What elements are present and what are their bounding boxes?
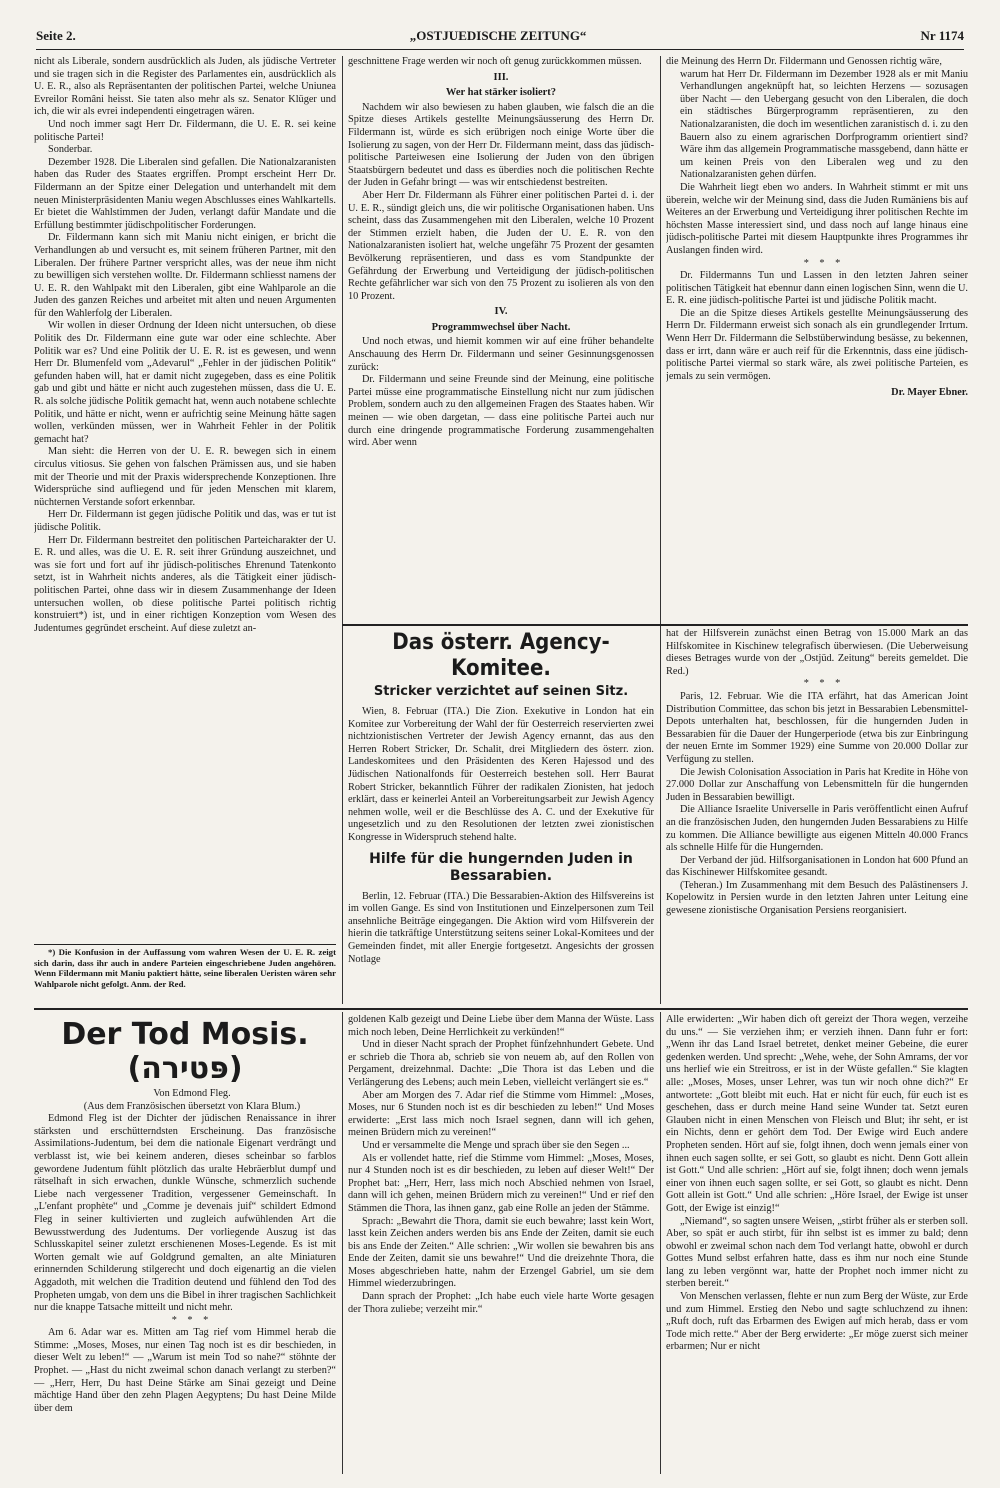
paragraph: Die an die Spitze dieses Artikels gestellte Meinungsäusserung des Herrn Dr. Fildermann erweist sich sonach als ein grundlegender Irrtum. Wenn Herr Dr. Fildermann die Selbstüberwindung besässe, zu bekennen, dass er irrt, dann wäre er auch reif für die Erkenntnis, dass eine jüdisch-politische Partei viermal so stark wäre, als zwei politische Parteien, es jemals zu sein vermögen.: [666, 307, 968, 382]
paragraph: Die Jewish Colonisation Association in Paris hat Kredite in Höhe von 27.000 Dollar zur Anschaffung von Lebensmitteln für die hungernden Juden in Bessarabien bewilligt.: [666, 766, 968, 803]
paragraph: hat der Hilfsverein zunächst einen Betrag von 15.000 Mark an das Hilfskomitee in Kischinew telegrafisch überwiesen. (Die Ueberweisung dieses Betrages wurde von der „Ostjüd. Zeitung“ bereits gemeldet. Die Red.): [666, 628, 968, 677]
paragraph: Von Menschen verlassen, flehte er nun zum Berg der Wüste, zur Erde und zum Himmel. Erstieg den Nebo und sagte schluchzend zu ihnen: „Ruft doch, ruft das Erbarmen des Ewigen auf mich herab, dass er vom Tode mich rette.“ Aber der Berg erwiderte: „Er möge zuerst sich meiner erbarmen; Nur er nicht: [666, 1291, 968, 1353]
newspaper-title: „OSTJUEDISCHE ZEITUNG“: [409, 28, 587, 43]
paragraph: Und noch etwas, und hiemit kommen wir auf eine früher behandelte Anschauung des Herrn Dr. Fildermann und seiner Gesinnungsgenossen zurück:: [348, 336, 654, 373]
section-title: Programmwechsel über Nacht.: [431, 321, 571, 333]
section-number: III.: [493, 71, 509, 83]
column-rule: [660, 56, 661, 1004]
paragraph: warum hat Herr Dr. Fildermann im Dezember 1928 als er mit Maniu Verhandlungen angeknüpft hat, so leichten Herzens — sozusagen über Nacht — den Uebergang gesucht von den Liberalen, die doch ein städtisches Bürgerprogramm repräsentieren, zu den Nationalzaranisten, die doch im wesentlichen zaranistisch d. i. zu den Bauern also zu einem agrarischen Dorfprogramm orientiert sind? Wäre ihm das allgemein Programmatische massgebend, dann hätte er um keinen Preis von den Liberalen weg und zu den Nationalzaranisten gehen dürfen.: [680, 68, 968, 181]
section-number: IV.: [494, 306, 508, 318]
paragraph: geschnittene Frage werden wir noch oft genug zurückkommen müssen.: [348, 56, 642, 67]
tod-mosis-column-3: [666, 1014, 968, 1474]
paragraph: „Niemand“, so sagten unsere Weisen, „stirbt früher als er sterben soll. Aber, so spät er auch stirbt, für ihn selbst ist es immer zu bald; denn obwohl er zweimal schon nach dem Tod verlangt hatte, obwohl er durch Gottes Mund selbst erfahren hatte, dass es ihm nur noch eine Stunde lang zu leben vergönnt war, hatte der Prophet noch immer nicht zu sterben bereit.“: [666, 1215, 968, 1290]
paragraph: Alle erwiderten: „Wir haben dich oft gereizt der Thora wegen, verzeihe du uns.“ — Sie verziehen ihm; er verzieh ihnen. Dann fuhr er fort: „Wenn ihr das Land Israel betretet, denket meiner Gebeine, die eurer gedenken werden. Und sprecht: „Wehe, wehe, der Sohn Amrams, der vor uns herlief wie ein Streitross, er ist in der Wüste gefallen.“ Sie klagten alle: „Moses, Moses, unser Lehrer, was tun wir noch ohne dich?“ Er antwortete: „Gott bleibt mit euch. Hat er nicht für euch, für euch ist es geschehen, dass er durch meine Hand seine Wunder tat. Setzt euren Glauben nicht in einen Menschen von Fleisch und Blut; ihr seht, er ist ein Nichts, denn er gehört dem Tod. Der Ewige wird Euch andere Propheten senden. Hört auf sie, folgt ihnen, doch wenn jemals einer von ihnen euch sagen sollte, er sei Gott, so glaubt es nicht. Denn Gott allein ist Gott.“ Und alle schrien: „Hört auf sie, folgt ihnen; doch wenn jemals einer von ihnen euch sagen sollte, er sei Gott, so glaubt es nicht. Denn Gott allein ist Gott.“ Und alle schrien: „Höre Israel, der Ewige ist unser Gott, der Ewige ist einzig!“: [666, 1014, 968, 1214]
paragraph: Der Verband der jüd. Hilfsorganisationen in London hat 600 Pfund an das Kischinewer Hilfskomitee gesandt.: [666, 854, 968, 879]
paragraph: Dezember 1928. Die Liberalen sind gefallen. Die Nationalzaranisten haben das Ruder des Staates ergriffen. Prompt erscheint Herr Dr. Fildermann an der Spitze einer Delegation und unterhandelt mit dem neuen Ministerpräsidenten Maniu wegen Abschlusses eines Wahlkartells. Er bietet die Wahlstimmen der Juden, verlangt dafür Mandate und die Erfüllung bestimmter jüdischpolitischer Forderungen.: [34, 156, 336, 231]
separator-stars: * * *: [171, 1314, 213, 1326]
signature: Dr. Mayer Ebner.: [891, 387, 968, 399]
paragraph: Dann sprach der Prophet: „Ich habe euch viele harte Worte gesagen der Thora zuliebe; verzeiht mir.“: [348, 1291, 654, 1315]
page-number: Seite 2.: [36, 28, 76, 43]
paragraph: Berlin, 12. Februar (ITA.) Die Bessarabien-Aktion des Hilfsvereins ist im vollen Gange. Es sind von Institutionen und Einzelpersonen zum Teil ansehnliche Beiträge eingegangen. Die Aktion wird vom Hilfsverein der hierin die tatkräftige Unterstützung seitens seiner Lokal-Komitees und der Gemeinden findet, mit aller Energie fortgesetzt. Angesichts der grossen Notlage: [348, 890, 654, 965]
paragraph: Und er versammelte die Menge und sprach über sie den Segen ...: [362, 1139, 630, 1151]
footnote-text: *) Die Konfusion in der Auffassung vom wahren Wesen der U. E. R. zeigt sich darin, dass ihr auch in andere Parteien eingeschriebene Juden angehören. Wenn Fildermann mit Maniu paktiert hätte, seine liberalen Ueristen wären sehr Wahlparole nicht gefolgt. Anm. der Red.: [34, 947, 336, 989]
separator-stars: * * *: [803, 678, 845, 690]
paragraph: Edmond Fleg ist der Dichter der jüdischen Renaissance in ihrer stärksten und erschütterndsten Erscheinung. Das französische Assimilations-Judentum, bei dem die nationale Eigenart verdrängt und verblasst ist, wie bei keinem anderen, dieses scheinbar so farblos gewordene Judentum fühlt plötzlich das uralte Hebräerblut dumpf und rätselhaft in sich erwachen, dunkle Wünsche, schmerzlich suchende Liebe nach vergessener Tradition, vergessener Gemeinschaft. In „L'enfant prophète“ und „Comme je devenais juif“ schildert Edmond Fleg in seiner kultivierten und zugleich aufwühlenden Art die Bewusstwerdung des Judentums. Der vorliegende Auszug ist das Schlusskapitel seiner zuletzt erschienenen Moses-Legende. Es ist mit Worten gemalt wie auf Goldgrund gemalten, an alte Miniaturen erinnernden Schilderung stilgerecht und doch eigenartig an die vielen Aggadoth, mit welchen die Tradition deutend und fühlend den Tod des Propheten umgab, von dem uns die Bibel in ihrer tragischen Sachlichkeit nur die knappe Tatsache mitteilt und nicht mehr.: [34, 1113, 336, 1314]
paragraph: Wien, 8. Februar (ITA.) Die Zion. Exekutive in London hat ein Komitee zur Vorbereitung der Wahl der für Oesterreich reservierten zwei nichtzionistischen Vertreter der Jewish Agency ernannt, das aus den Herren Robert Stricker, Dr. Schalit, drei Mitgliedern des österr. zion. Landeskomitees und den Präsidenten des Keren Hajessod und des Jüdischen Nationalfonds für Oesterreich bestehen soll. Herr Baurat Robert Stricker, bekanntlich Führer der radikalen Zionisten, hat jedoch erklärt, dass er keinerlei Anteil an Vorbereitungsarbeit zur Jewish Agency nehmen wolle, weil er die Beschlüsse des A. C. und der Exekutive für ungesetzlich und zu den Resolutionen der letzten zwei zionistischen Kongresse in Widerspruch stehend halte.: [348, 706, 654, 843]
paragraph: Am 6. Adar war es. Mitten am Tag rief vom Himmel herab die Stimme: „Moses, Moses, nur einen Tag noch ist es dir beschieden, in dieser Welt zu leben!“ — „Warum ist mein Tod so nahe?“ stöhnte der Prophet. — „Hast du nicht zweimal schon danach verlangt zu sterben?“ — „Herr, Herr, Du hast Deine Stärke am Sinai gezeigt und Deine mächtige Hand über den zehn Plagen Aegyptens; Du hast Deine Milde über dem: [34, 1327, 336, 1414]
divider: [342, 624, 968, 626]
paragraph: (Teheran.) Im Zusammenhang mit dem Besuch des Palästinensers J. Kopelowitz in Persien wurde in den letzten Jahren unter Leitung eine gewesene zionistische Organisation Persiens reorganisiert.: [666, 879, 968, 917]
page-header: [36, 26, 964, 50]
footnote: [34, 947, 336, 1005]
column-rule: [342, 56, 343, 1004]
column-rule: [660, 1012, 661, 1474]
section-title: Wer hat stärker isoliert?: [445, 87, 557, 99]
column-3: [666, 56, 968, 622]
paragraph: Wir wollen in dieser Ordnung der Ideen nicht untersuchen, ob diese Politik des Dr. Fildermann eine gute war oder eine schlechte. Aber Politik war es? Und eine Politik der U. E. R. ist es gewesen, und wenn Herr Dr. Blumenfeld vom „Adevarul“ „Fehler in der jüdischen Politik“ gefunden haben will, hat er damit nicht zugegeben, dass es eine Politik gab und gibt und hätte er nicht auch zugestehen müssen, dass die U. E. R. als solche jüdische Politik gemacht hat, wenn auch notabene schlechte Politik, und hätte er nicht, wenn er aufrichtig seine Meinung hätte sagen wollen, verkünden müssen, wer in Wahrheit Fehler in der Politik gemacht hat?: [34, 320, 336, 445]
divider: [34, 1008, 968, 1010]
feuilleton-headline: Der Tod Mosis. (פּטירה): [61, 1017, 309, 1086]
paragraph: Als er vollendet hatte, rief die Stimme vom Himmel: „Moses, Moses, nur 4 Stunden noch ist es dir beschieden, zu leben auf dieser Welt!“ Der Prophet bat: „Herr, Herr, lass mich noch Abschied nehmen von Israel, dann will ich gehen, meinen Brüdern mich zu vereinen!“ Und er rief den Stämmen die Thora, las ihnen ganz, gab eine Rolle an jeden der Stämme.: [348, 1152, 654, 1214]
paragraph: Aber am Morgen des 7. Adar rief die Stimme vom Himmel: „Moses, Moses, nur 6 Stunden noch ist es dir beschieden zu leben!“ Und Moses erwiderte: „Erst lass mich noch Israel segnen, dann will ich gehen, meinen Brüdern mich zu vereinen!“: [348, 1089, 654, 1139]
translator: (Aus dem Französischen übersetzt von Klara Blum.): [83, 1100, 301, 1112]
divider: [34, 944, 336, 945]
paragraph: Aber Herr Dr. Fildermann als Führer einer politischen Partei d. i. der U. E. R., sündigt gleich uns, die wir politische Organisationen haben. Uns scheint, dass das Zusammengehen mit den Liberalen, welche 10 Prozent der Stimmen erzielt haben, die Juden der U. E. R. von den Nationalzaranisten isoliert hat, welche ungefähr 75 Prozent der gesamten Bevölkerung repräsentieren, und dass es vom Standpunkte der Gefährdung der Erwerbung und Verteidigung der jüdisch-politischen Rechte gefährlicher war sich von den 75 Prozent zu isolieren als von den 10 Prozent.: [348, 189, 654, 302]
column-2: [348, 56, 654, 622]
issue-number: Nr 1174: [920, 28, 964, 43]
paragraph: Paris, 12. Februar. Wie die ITA erfährt, hat das American Joint Distribution Committee, das schon bis jetzt in Bessarabien Lebensmittel-Depots unterhalten hat, beschlossen, für die hungernden Juden in Bessarabien für die Dauer der Hungerperiode (etwa bis zur Einbringung der neuen Ernte im Sommer 1929) eine Summe von 20.000 Dollar zur Verfügung zu stellen.: [666, 690, 968, 765]
tod-mosis-column-2: [348, 1014, 654, 1474]
paragraph: Man sieht: die Herren von der U. E. R. bewegen sich in einem circulus vitiosus. Sie gehen von falschen Prämissen aus, und sie haben mit der Theorie und mit der Praxis widersprechende Konzeptionen. Ihre Widersprüche sind aufliegend und für jeden Menschen mit klarem, nüchternen Verstande sofort erkennbar.: [34, 446, 336, 508]
tod-mosis-column-1: [34, 1014, 336, 1474]
paragraph: nicht als Liberale, sondern ausdrücklich als Juden, als jüdische Vertreter und sie tragen sich in die Register des Parlamentes ein, ausdrücklich als U. E. R., also als Repräsentanten der politischen Partei, welche Uniunea Evreilor Români heisst. Sie taten also mehr als sz. Senator Klüger und ich, die wir als evrei independenti eingetragen wären.: [34, 56, 336, 118]
paragraph: Herr Dr. Fildermann bestreitet den politischen Parteicharakter der U. E. R. und alles, was die U. E. R. seit ihrer Gründung auszeichnet, und was sie fort und fort auf ihr jüdisch-politisches Ehrenund Tatenkonto setzt, ist in Wahrheit nichts anderes, als die Tätigkeit einer jüdisch-politischen Partei, ohne dass wir in diesem Zusammenhange der Ideen untersuchen wollen, ob diese politische Partei politisch richtig konstruiert*) ist, und in einer richtigen Konzeption vom Wesen des Judentumes gegründet erscheint. Auf diese zuletzt an-: [34, 534, 336, 634]
paragraph: Und in dieser Nacht sprach der Prophet fünfzehnhundert Gebete. Und er schrieb die Thora ab, schrieb sie von neuem ab, auf den Rollen von Pergament, dreizehnmal. Dachte: „Die Thora ist das Leben und die Verlängerung des Lebens; auch mein Leben, vielleicht verlängert sie es.“: [348, 1039, 654, 1088]
paragraph: Und noch immer sagt Herr Dr. Fildermann, die U. E. R. sei keine politische Partei!: [34, 118, 336, 143]
paragraph: Sprach: „Bewahrt die Thora, damit sie euch bewahre; lasst kein Wort, lasst kein Zeichen anders werden bis ans Ende der Zeiten, damit sie euch bis ans Ende der Zeiten.“ Alle schrien: „Wir wollen sie bewahren bis ans Ende der Zeiten, damit sie uns bewahre!“ Und die dreizehnte Thora, die Moses abgeschrieben hatte, nahm der Erzengel Gabriel, um sie dem Himmel wiederzubringen.: [348, 1215, 654, 1290]
hilfe-continued: [666, 628, 968, 1002]
paragraph: Nachdem wir also bewiesen zu haben glauben, wie falsch die an die Spitze dieses Artikels gestellte Meinungsäusserung des Herrn Dr. Fildermann ist, würde es sich erübrigen noch einige Worte über die Isolierung zu sagen, von der Herr Dr. Fildermann meint, dass das jüdisch-politische Parteiwesen eine Isolierung der Juden von den übrigen Staatsbürgern bedeutet und dass es überdies noch die politischen Rechte der Juden in Gefahr bringt — was wir entschiedenst bestreiten.: [348, 101, 654, 189]
paragraph: Dr. Fildermann kann sich mit Maniu nicht einigen, er bricht die Verhandlungen ab und versucht es, mit seinem früheren Partner, mit den Liberalen. Der frühere Partner verspricht alles, was der neue ihm nicht zu bewilligen sich verstehen wollte. Dr. Fildermann schliesst namens der U. E. R. den Wahlpakt mit den Liberalen, gibt eine Wahlparole an die Juden des ganzen Reiches und arbeitet mit alten und neuen Argumenten für den Wahlerfolg der Liberalen.: [34, 232, 336, 319]
paragraph: goldenen Kalb gezeigt und Deine Liebe über dem Manna der Wüste. Lass mich noch leben, Deine Herrlichkeit zu verkünden!“: [348, 1014, 654, 1038]
article-headline: Das österr. Agency-Komitee.: [392, 630, 610, 681]
article-headline: Hilfe für die hungernden Juden in Bessarabien.: [369, 850, 633, 884]
paragraph: Die Alliance Israelite Universelle in Paris veröffentlicht einen Aufruf an die französischen Juden, den hungernden Juden Bessarabiens zu Hilfe zu kommen. Die Alliance bewilligte aus eigenen Mitteln 40.000 Francs als schnelle Hilfe für die Hungernden.: [666, 804, 968, 854]
paragraph: Die Wahrheit liegt eben wo anders. In Wahrheit stimmt er mit uns überein, welche wir der Meinung sind, dass die Juden Rumäniens bis auf Weiteres an der Erwerbung und Verteidigung ihrer politischen Rechte im höchsten Masse interessiert sind, und dass noch auf lange hinaus eine jüdisch-politische Partei mit diesem Hauptpunkte ihres Programmes ihr Auslangen finden wird.: [666, 181, 968, 256]
column-rule: [342, 1012, 343, 1474]
article-subheadline: Stricker verzichtet auf seinen Sitz.: [373, 684, 629, 699]
paragraph: Dr. Fildermann und seine Freunde sind der Meinung, eine politische Partei müsse eine programmatische Einstellung nicht nur zum jüdischen Problem, sondern auch zu den allgemeinen Fragen des Staates haben. Wir meinen — wie oben dargetan, — dass eine politische Partei auch nur durch eine dringende programmatische Forderung zusammengehalten wird. Aber wenn: [348, 374, 654, 449]
paragraph: Herr Dr. Fildermann ist gegen jüdische Politik und das, was er tut ist jüdische Politik.: [34, 509, 336, 533]
separator-stars: * * *: [803, 257, 845, 269]
paragraph: Dr. Fildermanns Tun und Lassen in den letzten Jahren seiner politischen Tätigkeit hat ebennur dann einen logischen Sinn, wenn die U. E. R. eine jüdisch-politische Partei ist und jüdische Politik macht.: [666, 270, 968, 307]
paragraph: die Meinung des Herrn Dr. Fildermann und Genossen richtig wäre,: [666, 56, 942, 67]
agency-article: [348, 628, 654, 1002]
paragraph: Sonderbar.: [48, 144, 93, 156]
byline: Von Edmond Fleg.: [153, 1088, 231, 1099]
column-1: [34, 56, 336, 942]
